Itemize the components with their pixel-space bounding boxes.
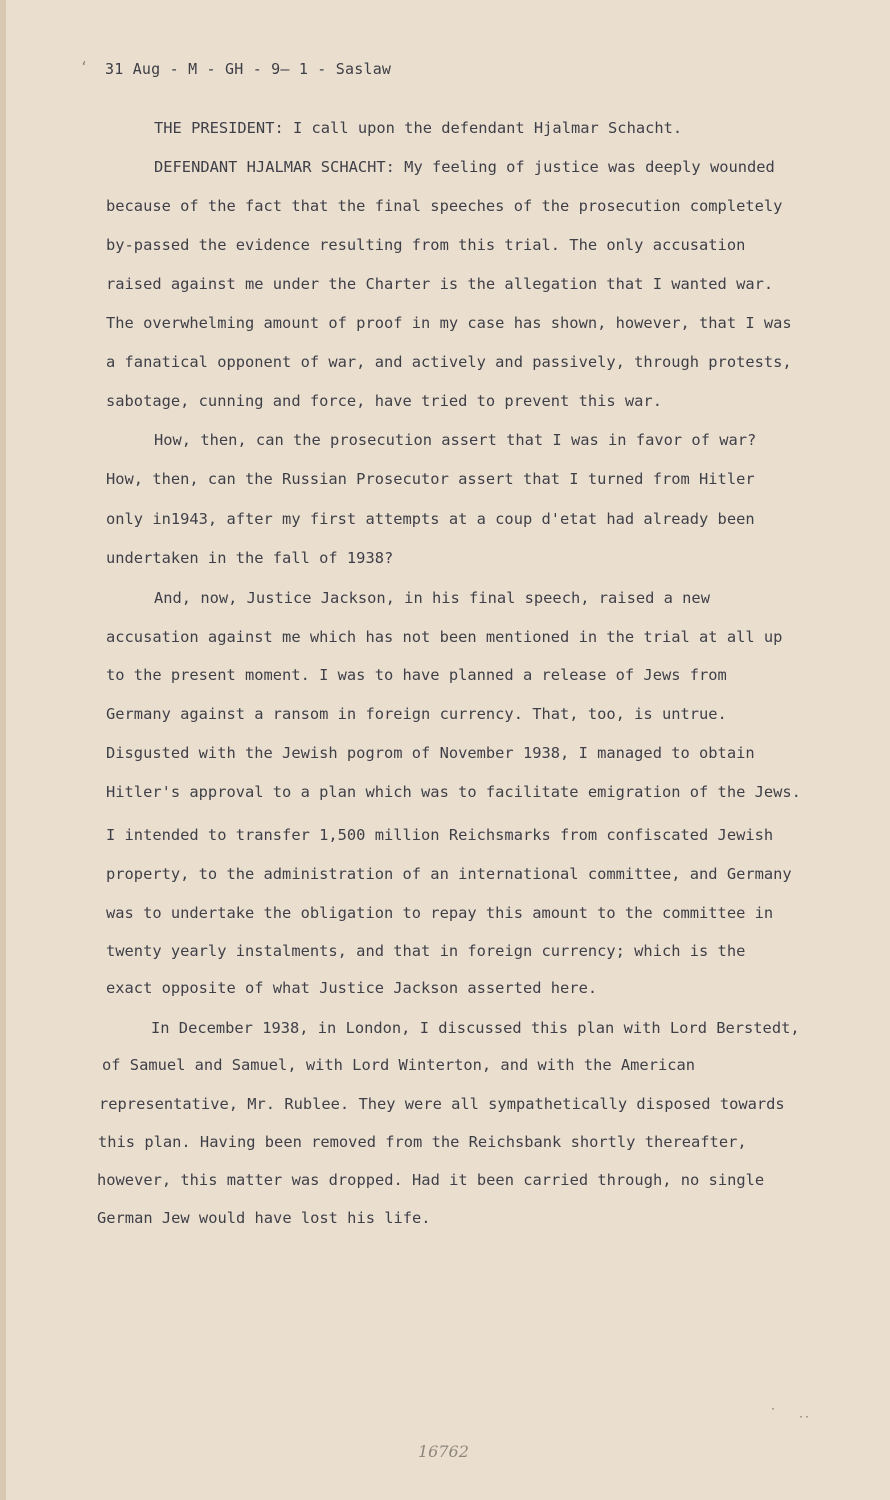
text-line: a fanatical opponent of war, and actively and passively, through protests,	[106, 353, 792, 371]
text-line: however, this matter was dropped. Had it been carried through, no single	[97, 1171, 765, 1189]
text-line: accusation against me which has not been mentioned in the trial at all up	[106, 628, 783, 646]
text-line: twenty yearly instalments, and that in foreign currency; which is the	[106, 942, 746, 960]
text-line: exact opposite of what Justice Jackson asserted here.	[106, 979, 598, 997]
text-line: And, now, Justice Jackson, in his final speech, raised a new	[154, 589, 710, 607]
text-line: representative, Mr. Rublee. They were all sympathetically disposed towards	[99, 1095, 785, 1113]
margin-mark: ‘	[80, 60, 88, 75]
text-line: Germany against a ransom in foreign currency. That, too, is untrue.	[106, 705, 727, 723]
text-line: The overwhelming amount of proof in my case has shown, however, that I was	[106, 314, 792, 332]
text-line: How, then, can the Russian Prosecutor assert that I turned from Hitler	[106, 470, 755, 488]
page-header: 31 Aug - M - GH - 9– 1 - Saslaw	[105, 60, 392, 78]
text-line: Hitler's approval to a plan which was to facilitate emigration of the Jews.	[106, 783, 801, 801]
text-line: I intended to transfer 1,500 million Reichsmarks from confiscated Jewish	[106, 826, 774, 844]
text-line: was to undertake the obligation to repay this amount to the committee in	[106, 904, 774, 922]
text-line: by-passed the evidence resulting from this trial. The only accusation	[106, 236, 746, 254]
text-line: because of the fact that the final speeches of the prosecution completely	[106, 197, 783, 215]
text-line: this plan. Having been removed from the Reichsbank shortly thereafter,	[98, 1133, 747, 1151]
text-line: In December 1938, in London, I discussed this plan with Lord Berstedt,	[151, 1019, 800, 1037]
page-number: 16762	[418, 1442, 469, 1461]
text-line: raised against me under the Charter is the allegation that I wanted war.	[106, 275, 774, 293]
text-line: of Samuel and Samuel, with Lord Winterton, and with the American	[102, 1056, 696, 1074]
text-line: sabotage, cunning and force, have tried to prevent this war.	[106, 392, 662, 410]
text-line: Disgusted with the Jewish pogrom of November 1938, I managed to obtain	[106, 744, 755, 762]
paper-speck: ·	[770, 1404, 777, 1415]
text-line: German Jew would have lost his life.	[97, 1209, 431, 1227]
text-line: property, to the administration of an international committee, and Germany	[106, 865, 792, 883]
text-line: DEFENDANT HJALMAR SCHACHT: My feeling of justice was deeply wounded	[154, 158, 775, 176]
text-line: How, then, can the prosecution assert that I was in favor of war?	[154, 431, 757, 449]
text-line: to the present moment. I was to have planned a release of Jews from	[106, 666, 727, 684]
text-line: THE PRESIDENT: I call upon the defendant Hjalmar Schacht.	[154, 119, 683, 137]
text-line: undertaken in the fall of 1938?	[106, 549, 394, 567]
paper-speck: ··	[798, 1412, 811, 1423]
text-line: only in1943, after my first attempts at a coup d'etat had already been	[106, 510, 755, 528]
